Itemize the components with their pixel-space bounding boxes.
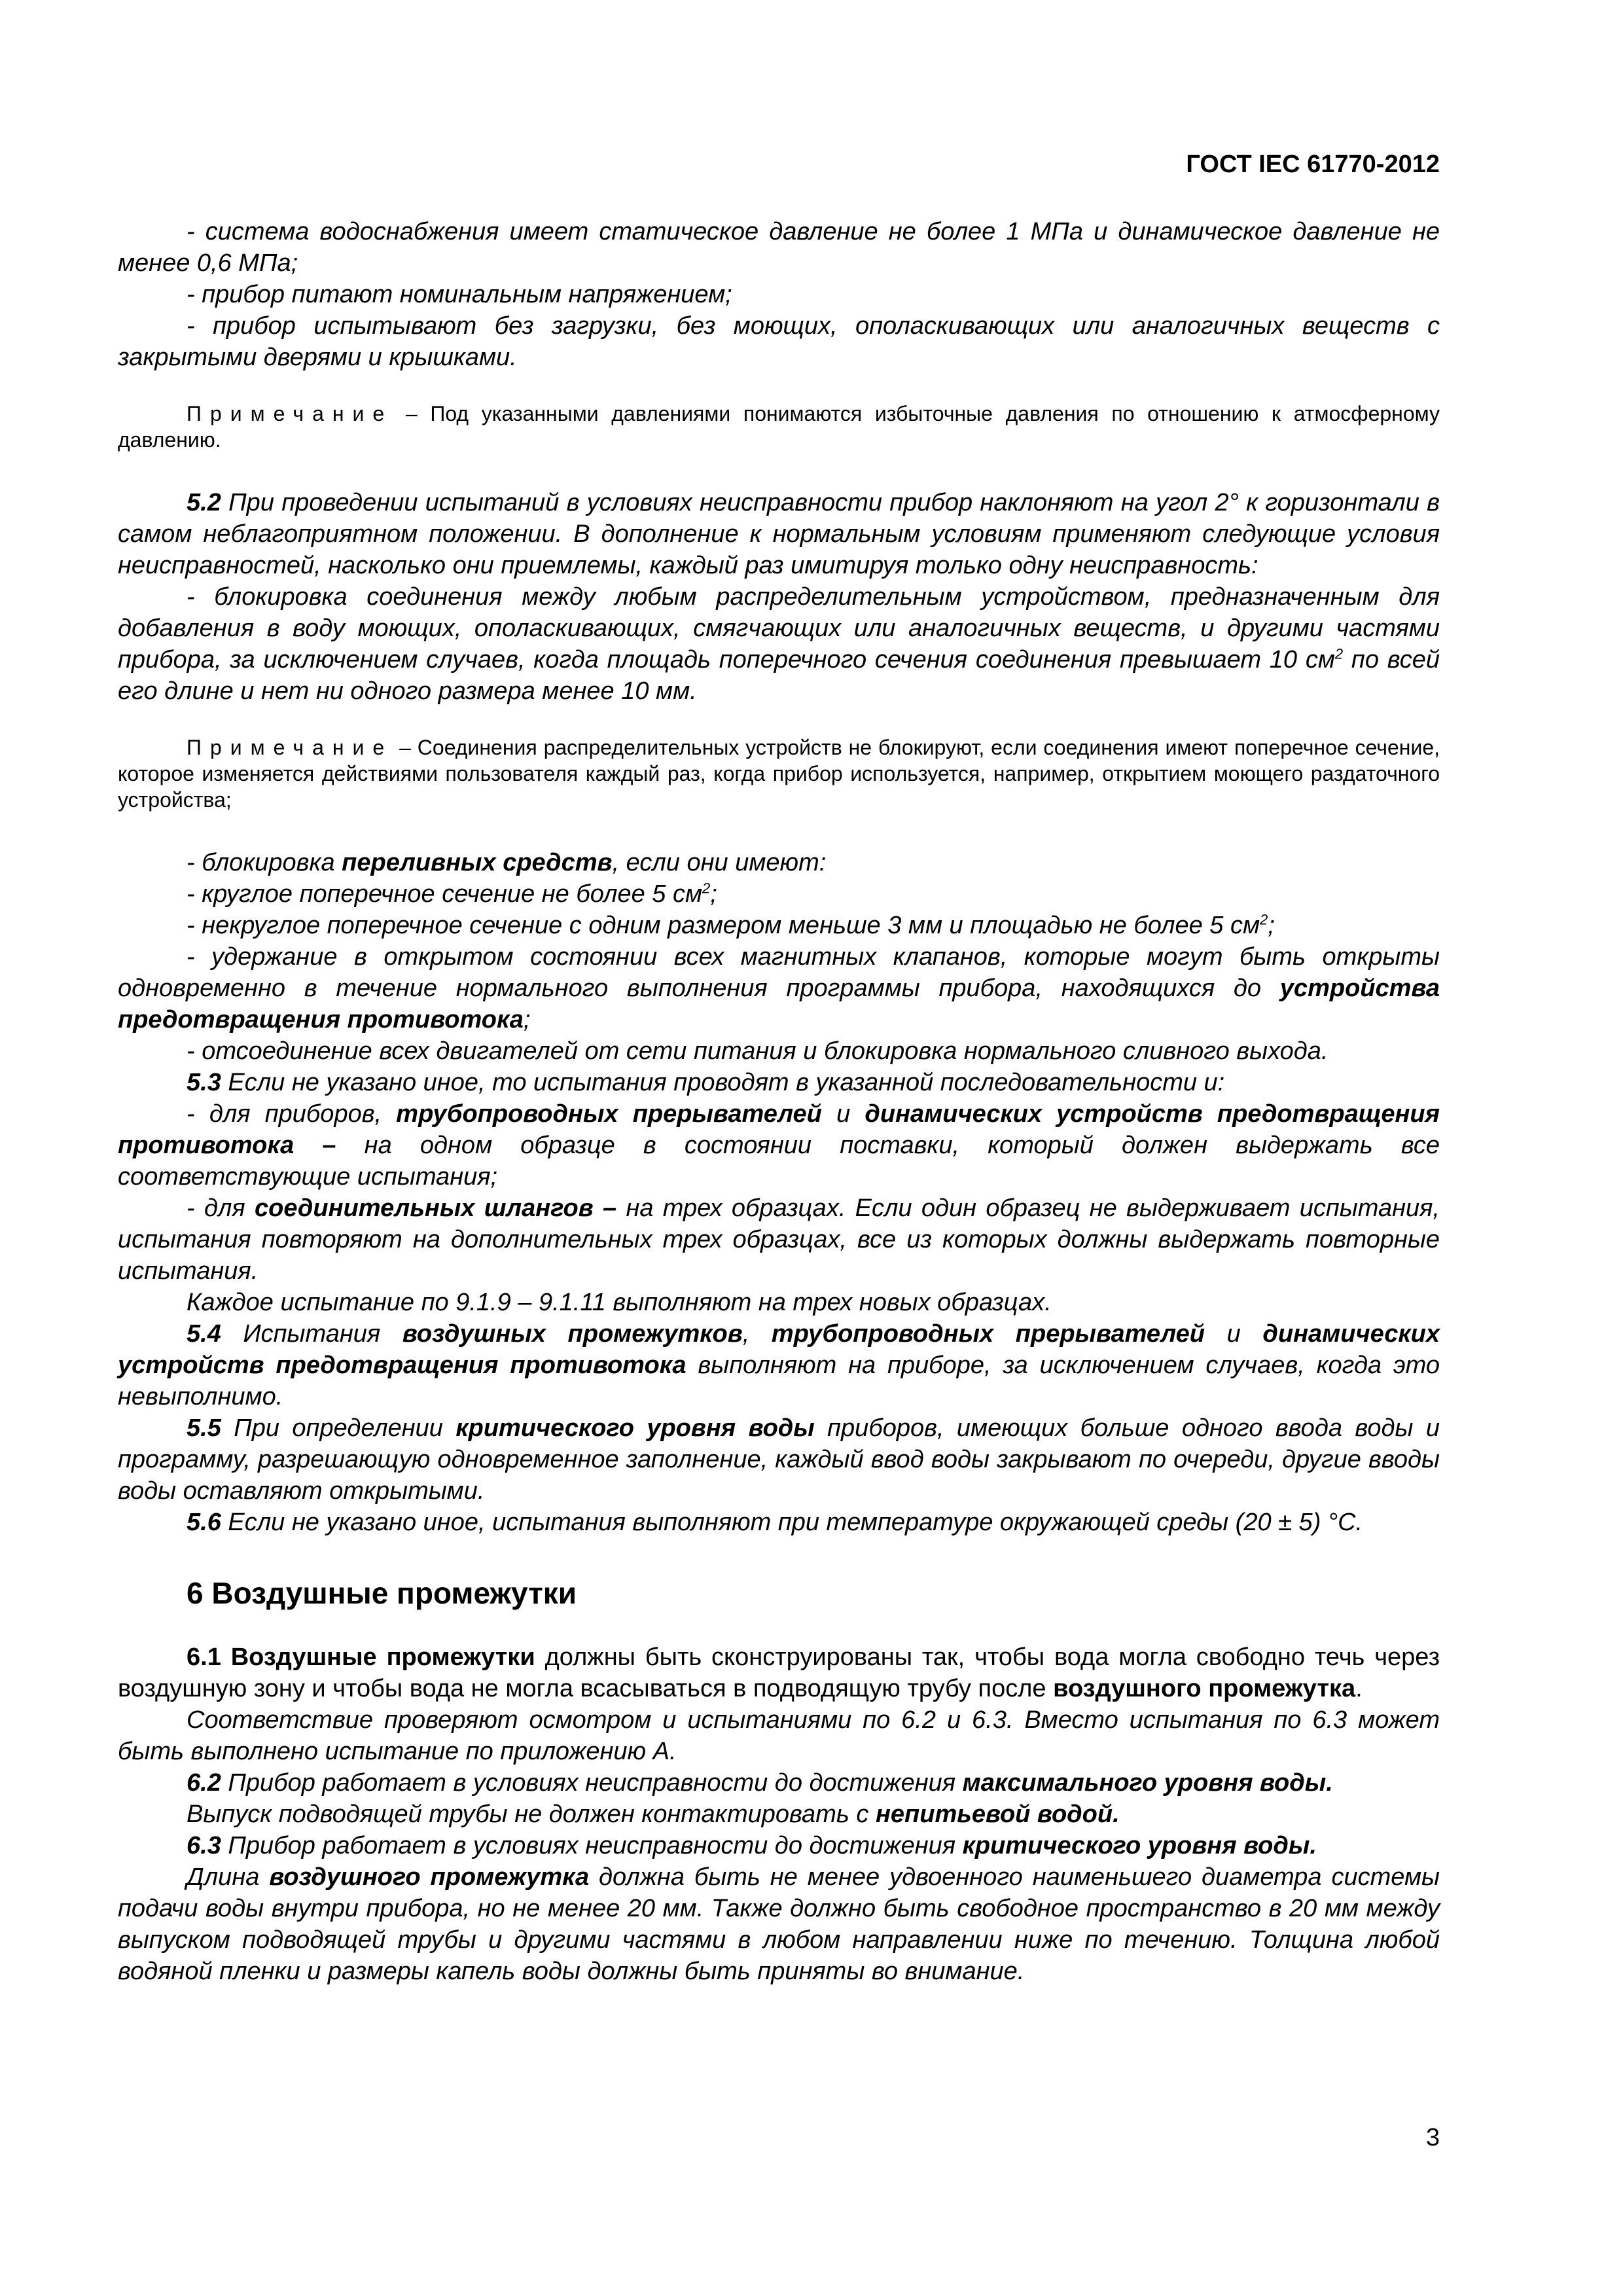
paragraph-water-supply: - система водоснабжения имеет статическое давление не более 1 МПа и динамическое давление не менее 0,6 МПа;	[118, 218, 1440, 277]
superscript: 2	[702, 880, 711, 897]
text-part: приборов, имеющих больше одного ввода воды и программу, разрешающую одновременное заполнение, каждый ввод воды закрывают по очереди, другие вводы воды оставляют открытыми.	[118, 1414, 1440, 1505]
paragraph-5-6	[118, 1507, 1440, 1538]
paragraph-each-test: Каждое испытание по 9.1.9 – 9.1.11 выполняют на трех новых образцах.	[187, 1289, 1052, 1316]
superscript: 2	[1334, 645, 1344, 662]
defined-term: устройства предотвращения противотока	[118, 975, 1440, 1033]
clause-number: 5.4	[187, 1320, 221, 1348]
text-part: .	[1355, 1675, 1363, 1702]
document-body	[118, 216, 1440, 1987]
note-dispensers	[118, 734, 1440, 813]
text-part: Выпуск подводящей трубы не должен контактировать с	[187, 1801, 876, 1828]
text-part: , если они имеют:	[612, 849, 827, 876]
defined-term: воздушных промежутков	[402, 1320, 743, 1348]
paragraph-hoses	[118, 1193, 1440, 1287]
text-part: ;	[523, 1006, 531, 1033]
paragraph-valves	[118, 941, 1440, 1035]
paragraph-blocking-connection	[118, 581, 1440, 707]
note-label: Примечание	[187, 402, 393, 425]
clause-number: 5.2	[187, 489, 221, 516]
text-part: Длина	[187, 1863, 270, 1891]
note-pressures	[118, 401, 1440, 453]
text-part: выполняют на приборе, за исключением случаев, когда это невыполнимо.	[118, 1352, 1440, 1410]
paragraph-air-gap-length	[118, 1861, 1440, 1987]
paragraph-overflow	[118, 847, 1440, 878]
clause-number: 5.5	[187, 1414, 221, 1442]
defined-term: динамических устройств предотвращения противотока	[118, 1100, 1440, 1159]
paragraph-outlet	[118, 1799, 1440, 1830]
dash: –	[593, 1194, 617, 1222]
clause-text: Если не указано иное, испытания выполняют при температуре окружающей среды (20 ± 5) °С.	[221, 1509, 1363, 1536]
superscript: 2	[1260, 911, 1268, 928]
defined-term: воздушного промежутка	[269, 1863, 590, 1891]
clause-number: 5.3	[187, 1069, 221, 1096]
paragraph-devices	[118, 1098, 1440, 1193]
paragraph-6-2	[118, 1767, 1440, 1799]
defined-term: непитьевой водой.	[875, 1801, 1120, 1828]
clause-number: 6.1	[187, 1643, 221, 1671]
text-part: Прибор работает в условиях неисправности до достижения	[221, 1769, 963, 1797]
dash: –	[294, 1132, 336, 1159]
note-text: – Соединения распределительных устройств не блокируют, если соединения имеют поперечное сечение, которое изменяется действиями пользователя каждый раз, когда прибор используется, например, открытием моющего раздаточного устройства;	[118, 736, 1440, 812]
defined-term: трубопроводных прерывателей	[771, 1320, 1205, 1348]
document-page	[118, 0, 1440, 2296]
paragraph-5-3	[118, 1067, 1440, 1098]
text-part: Испытания	[221, 1320, 402, 1348]
text-part: - блокировка	[187, 849, 342, 876]
page-number: 3	[1425, 2124, 1440, 2151]
text-part: по всей его длине и нет ни одного размера менее 10 мм.	[118, 646, 1440, 705]
paragraph-5-5	[118, 1412, 1440, 1507]
clause-number: 6.3	[187, 1832, 221, 1859]
text-part: - удержание в открытом состоянии всех магнитных клапанов, которые могут быть открыты одновременно в течение нормального выполнения программы прибора, находящихся до	[118, 943, 1440, 1002]
defined-term: воздушного промежутка	[1053, 1675, 1356, 1702]
clause-number: 6.2	[187, 1769, 221, 1797]
document-code-header: ГОСТ IEC 61770-2012	[1186, 151, 1440, 178]
text-part: должна быть не менее удвоенного наименьшего диаметра системы подачи воды внутри прибора, но не менее 20 мм. Также должно быть свободное пространство в 20 мм между выпуском подводящей трубы и другими частями в любом направлении ниже по течению. Толщина любой водяной пленки и размеры капель воды должны быть приняты во внимание.	[118, 1863, 1440, 1985]
defined-term: трубопроводных прерывателей	[396, 1100, 822, 1128]
paragraph-5-2	[118, 487, 1440, 581]
text-part: - круглое поперечное сечение не более 5 см	[187, 880, 703, 908]
paragraph-6-1	[118, 1641, 1440, 1704]
text-part: и	[821, 1100, 865, 1128]
paragraph-6-3	[118, 1830, 1440, 1861]
text-part: и	[1204, 1320, 1263, 1348]
clause-number: 5.6	[187, 1509, 221, 1536]
paragraph-no-load: - прибор испытывают без загрузки, без моющих, ополаскивающих или аналогичных веществ с закрытыми дверями и крышками.	[118, 312, 1440, 371]
text-part: При определении	[221, 1414, 456, 1442]
defined-term: переливных средств	[342, 849, 613, 876]
text-part: на одном образце в состоянии поставки, который должен выдержать все соответствующие испытания;	[118, 1132, 1440, 1191]
text-part: - блокировка соединения между любым распределительным устройством, предназначенным для добавления в воду моющих, ополаскивающих, смягчающих или аналогичных веществ, и другими частями прибора, за исключением случаев, когда площадь поперечного сечения соединения превышает 10 см	[118, 583, 1440, 673]
text-part: - для приборов,	[187, 1100, 397, 1128]
clause-text: Если не указано иное, то испытания проводят в указанной последовательности и:	[221, 1069, 1225, 1096]
text-part: ;	[710, 880, 717, 908]
defined-term: максимального уровня воды.	[962, 1769, 1333, 1797]
paragraph-rated-voltage: - прибор питают номинальным напряжением;	[187, 281, 732, 308]
defined-term: динамических устройств предотвращения противотока	[118, 1320, 1440, 1379]
note-label: Примечание	[187, 736, 393, 759]
defined-term: критического уровня воды	[455, 1414, 815, 1442]
clause-text: При проведении испытаний в условиях неисправности прибор наклоняют на угол 2° к горизонтали в самом неблагоприятном положении. В дополнение к нормальным условиям применяют следующие условия неисправностей, насколько они приемлемы, каждый раз имитируя только одну неисправность:	[118, 489, 1440, 579]
defined-term: соединительных шлангов	[254, 1194, 594, 1222]
paragraph-nonround-section	[118, 910, 1440, 941]
text-part: должны быть сконструированы так, чтобы вода могла свободно течь через воздушную зону и чтобы вода не могла всасываться в подводящую трубу после	[118, 1643, 1440, 1702]
text-part: на трех образцах. Если один образец не выдерживает испытания, испытания повторяют на дополнительных трех образцах, все из которых должны выдержать повторные испытания.	[118, 1194, 1440, 1285]
paragraph-round-section	[118, 878, 1440, 910]
text-part: ;	[1268, 912, 1275, 939]
defined-term: Воздушные промежутки	[221, 1643, 535, 1671]
paragraph-motors: - отсоединение всех двигателей от сети питания и блокировка нормального сливного выхода.	[187, 1037, 1329, 1065]
section-heading-air-gaps: 6 Воздушные промежутки	[187, 1576, 577, 1610]
paragraph-5-4	[118, 1318, 1440, 1412]
note-text: – Под указанными давлениями понимаются избыточные давления по отношению к атмосферному давлению.	[118, 402, 1440, 452]
defined-term: критического уровня воды.	[962, 1832, 1317, 1859]
text-part: - некруглое поперечное сечение с одним размером меньше 3 мм и площадью не более 5 см	[187, 912, 1260, 939]
text-part: ,	[742, 1320, 772, 1348]
text-part: - для	[187, 1194, 255, 1222]
text-part: Прибор работает в условиях неисправности до достижения	[221, 1832, 963, 1859]
paragraph-compliance: Соответствие проверяют осмотром и испытаниями по 6.2 и 6.3. Вместо испытания по 6.3 может быть выполнено испытание по приложению А.	[118, 1706, 1440, 1765]
